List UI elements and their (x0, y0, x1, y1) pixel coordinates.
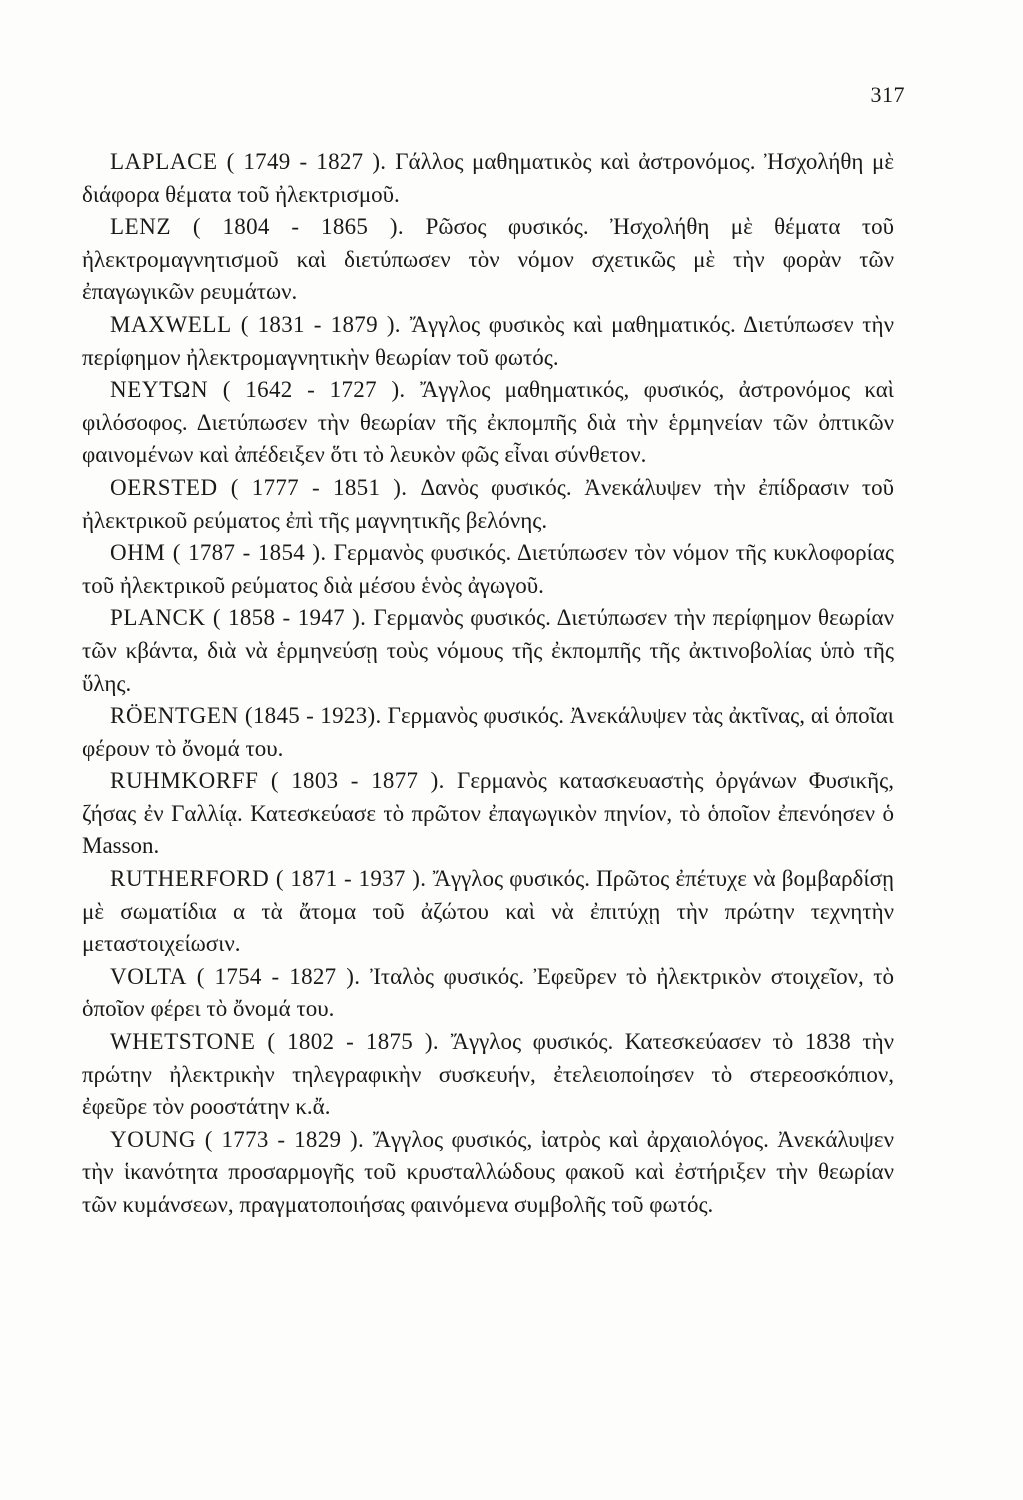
entry-name: LAPLACE (110, 149, 218, 174)
entry-dates: ( 1804 - 1865 ). (171, 214, 426, 240)
entry-text: Γερμανὸς φυσικός. Διετύπωσεν τὸν νόμον τῆς κυκλοφορίας τοῦ ἠλεκτρικοῦ ρεύματος διὰ μέσου ἑνὸς ἀγωγοῦ. (82, 540, 894, 598)
entry-name: WHETSTONE (110, 1029, 256, 1055)
entry-roentgen (82, 700, 894, 765)
entry-name: ΝΕΥΤΩΝ (110, 377, 209, 403)
entry-dates: ( 1642 - 1727 ). (208, 377, 421, 403)
entry-dates: ( 1754 - 1827 ). (186, 963, 371, 989)
entry-name: OHM (110, 540, 166, 566)
entry-text: Ἄγγλος φυσικός. Κατεσκεύασεν τὸ 1838 τὴν πρώτην ἠλεκτρικὴν τηλεγραφικὴν συσκευήν, ἐτελειοποίησεν τὸ στερεοσκόπιον, ἐφεῦρε τὸν ροοστάτην κ.ἄ. (82, 1029, 894, 1120)
entry-ohm (82, 537, 894, 602)
entry-laplace (82, 146, 894, 211)
entry-text: Ἄγγλος φυσικὸς καὶ μαθηματικός. Διετύπωσεν τὴν περίφημον ἠλεκτρομαγνητικὴν θεωρίαν τοῦ φωτός. (82, 311, 894, 370)
entry-text: Δανὸς φυσικός. Ἀνεκάλυψεν τὴν ἐπίδρασιν τοῦ ἠλεκτρικοῦ ρεύματος ἐπὶ τῆς μαγνητικῆς βελόνης. (82, 474, 894, 533)
entry-name: RUHMKORFF (110, 768, 259, 794)
entry-dates: (1845 - 1923). (238, 703, 388, 729)
entry-text: Γερμανὸς φυσικός. Ἀνεκάλυψεν τὰς ἀκτῖνας, αἱ ὁποῖαι φέρουν τὸ ὄνομά του. (82, 703, 894, 761)
entry-name: RÖENTGEN (110, 703, 239, 729)
entry-text: Γερμανὸς φυσικός. Διετύπωσεν τὴν περίφημον θεωρίαν τῶν κβάντα, διὰ νὰ ἑρμηνεύσῃ τοὺς νόμους τῆς ἐκπομπῆς τῆς ἀκτινοβολίας ὑπὸ τῆς ὕλης. (82, 605, 894, 696)
entry-text: Ἄγγλος μαθηματικός, φυσικός, ἀστρονόμος καὶ φιλόσοφος. Διετύπωσεν τὴν θεωρίαν τῆς ἐκπομπῆς διὰ τὴν ἑρμηνείαν τῶν ὀπτικῶν φαινομένων καὶ ἀπέδειξεν ὅτι τὸ λευκὸν φῶς εἶναι σύνθετον. (82, 377, 894, 468)
entry-dates: ( 1787 - 1854 ). (165, 540, 334, 566)
entry-dates: ( 1773 - 1829 ). (196, 1126, 373, 1152)
entry-dates: ( 1802 - 1875 ). (255, 1029, 451, 1055)
entry-name: PLANCK (110, 605, 206, 631)
entry-text: Ἰταλὸς φυσικός. Ἐφεῦρεν τὸ ἠλεκτρικὸν στοιχεῖον, τὸ ὁποῖον φέρει τὸ ὄνομά του. (82, 963, 894, 1022)
entry-name: LENZ (110, 214, 172, 240)
entry-oersted (82, 472, 894, 537)
entry-lenz (82, 211, 894, 309)
entry-name: MAXWELL (110, 311, 232, 337)
entry-volta (82, 961, 894, 1026)
entry-planck (82, 602, 894, 700)
entry-dates: ( 1858 - 1947 ). (205, 605, 374, 631)
entry-text: Ρῶσος φυσικός. Ἠσχολήθη μὲ θέματα τοῦ ἠλεκτρομαγνητισμοῦ καὶ διετύπωσεν τὸν νόμον σχετικῶς μὲ τὴν φορὰν τῶν ἐπαγωγικῶν ρευμάτων. (82, 214, 894, 305)
page-number: 317 (870, 82, 905, 107)
entry-text: Ἄγγλος φυσικός. Πρῶτος ἐπέτυχε νὰ βομβαρδίσῃ μὲ σωματίδια α τὰ ἄτομα τοῦ ἀζώτου καὶ νὰ ἐπιτύχῃ τὴν πρώτην τεχνητὴν μεταστοιχείωσιν. (82, 866, 894, 957)
entry-name: OERSTED (110, 474, 218, 500)
entry-name: VOLTA (110, 963, 187, 989)
entry-dates: ( 1871 - 1937 ). (269, 866, 433, 892)
entry-dates: ( 1749 - 1827 ). (217, 149, 396, 174)
entry-newton (82, 374, 894, 472)
entry-name: YOUNG (110, 1126, 197, 1152)
entry-dates: ( 1777 - 1851 ). (217, 474, 421, 500)
entry-name: RUTHERFORD (110, 866, 270, 892)
entry-young (82, 1124, 894, 1222)
entry-maxwell (82, 309, 894, 374)
glossary-text (82, 146, 894, 1222)
entry-text: Ἄγγλος φυσικός, ἰατρὸς καὶ ἀρχαιολόγος. Ἀνεκάλυψεν τὴν ἱκανότητα προσαρμογῆς τοῦ κρυσταλλώδους φακοῦ καὶ ἐστήριξεν τὴν θεωρίαν τῶν κυμάνσεων, πραγματοποιήσας φαινόμενα συμβολῆς τοῦ φωτός. (82, 1126, 894, 1217)
entry-ruhmkorff (82, 765, 894, 863)
entry-rutherford (82, 863, 894, 961)
entry-text: Γάλλος μαθηματικὸς καὶ ἀστρονόμος. Ἠσχολήθη μὲ διάφορα θέματα τοῦ ἠλεκτρισμοῦ. (82, 149, 894, 207)
entry-whetstone (82, 1026, 894, 1124)
entry-dates: ( 1803 - 1877 ). (258, 768, 458, 794)
entry-dates: ( 1831 - 1879 ). (231, 311, 410, 337)
entry-text: Γερμανὸς κατασκευαστὴς ὀργάνων Φυσικῆς, ζήσας ἐν Γαλλίᾳ. Κατεσκεύασε τὸ πρῶτον ἐπαγωγικὸν πηνίον, τὸ ὁποῖον ἐπενόησεν ὁ Masson. (82, 768, 894, 859)
